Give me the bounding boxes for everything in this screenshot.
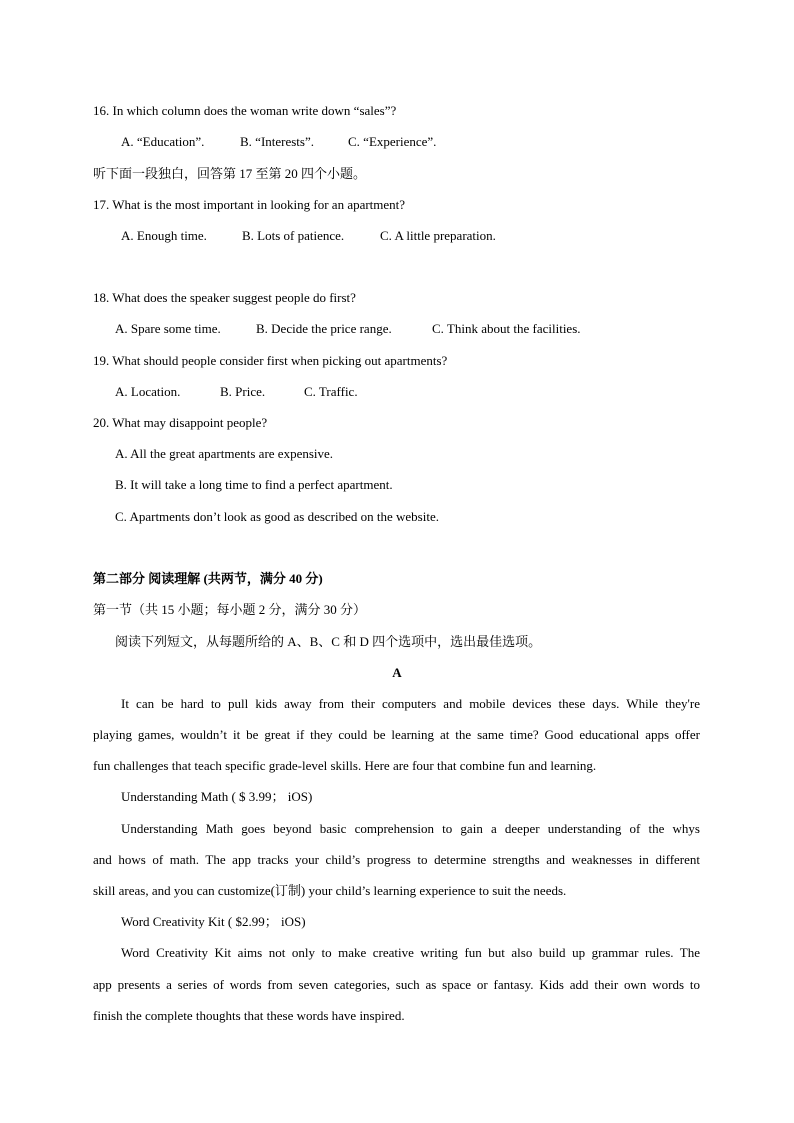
question-20-option-c: C. Apartments don’t look as good as described on the website. bbox=[115, 509, 439, 524]
option-b: B. “Interests”. bbox=[240, 134, 315, 149]
part2-heading: 第二部分 阅读理解 (共两节，满分 40 分) bbox=[93, 571, 323, 586]
passage-line: playing games, wouldn’t it be great if they could be learning at the same time? Good educational apps offer bbox=[93, 727, 700, 742]
question-16: 16. In which column does the woman write down “sales”? bbox=[93, 103, 397, 118]
monologue-instruction: 听下面一段独白，回答第 17 至第 20 四个小题。 bbox=[93, 166, 367, 181]
option-a: A. Enough time. bbox=[121, 228, 207, 243]
passage-line: Word Creativity Kit aims not only to make creative writing fun but also build up grammar rules. The bbox=[121, 945, 700, 960]
section1-heading: 第一节（共 15 小题；每小题 2 分，满分 30 分） bbox=[93, 602, 367, 617]
question-18: 18. What does the speaker suggest people do first? bbox=[93, 290, 356, 305]
app1-title: Understanding Math ( $ 3.99； iOS) bbox=[121, 789, 313, 804]
question-18-options bbox=[115, 321, 581, 337]
option-a: A. Location. bbox=[115, 384, 181, 399]
option-c: C. Traffic. bbox=[304, 384, 358, 399]
passage-line: Understanding Math goes beyond basic comprehension to gain a deeper understanding of the whys bbox=[121, 821, 700, 836]
option-b: B. Lots of patience. bbox=[242, 228, 345, 243]
passage-label: A bbox=[392, 665, 402, 680]
passage-line: skill areas, and you can customize(订制) your child’s learning experience to suit the needs. bbox=[93, 883, 567, 898]
reading-instruction: 阅读下列短文，从每题所给的 A、B、C 和 D 四个选项中，选出最佳选项。 bbox=[115, 634, 542, 649]
option-b: B. Price. bbox=[220, 384, 266, 399]
option-c: C. A little preparation. bbox=[380, 228, 496, 243]
question-20-option-a: A. All the great apartments are expensive. bbox=[115, 446, 334, 461]
question-16-options bbox=[121, 134, 436, 150]
option-c: C. Think about the facilities. bbox=[432, 321, 581, 336]
passage-line: app presents a series of words from seven categories, such as space or fantasy. Kids add their own words to bbox=[93, 977, 700, 992]
question-20: 20. What may disappoint people? bbox=[93, 415, 268, 430]
option-c: C. “Experience”. bbox=[348, 134, 437, 149]
app2-title: Word Creativity Kit ( $2.99； iOS) bbox=[121, 914, 306, 929]
passage-line: and hows of math. The app tracks your child’s progress to determine strengths and weaknesses in different bbox=[93, 852, 700, 867]
question-19: 19. What should people consider first when picking out apartments? bbox=[93, 353, 448, 368]
passage-line: It can be hard to pull kids away from their computers and mobile devices these days. While they're bbox=[121, 696, 700, 711]
question-20-option-b: B. It will take a long time to find a perfect apartment. bbox=[115, 477, 393, 492]
option-a: A. “Education”. bbox=[121, 134, 205, 149]
question-17-options bbox=[121, 228, 496, 244]
question-17: 17. What is the most important in looking for an apartment? bbox=[93, 197, 406, 212]
option-a: A. Spare some time. bbox=[115, 321, 221, 336]
question-19-options bbox=[115, 384, 358, 400]
passage-line: finish the complete thoughts that these words have inspired. bbox=[93, 1008, 405, 1023]
option-b: B. Decide the price range. bbox=[256, 321, 392, 336]
passage-line: fun challenges that teach specific grade-level skills. Here are four that combine fun and learning. bbox=[93, 758, 597, 773]
